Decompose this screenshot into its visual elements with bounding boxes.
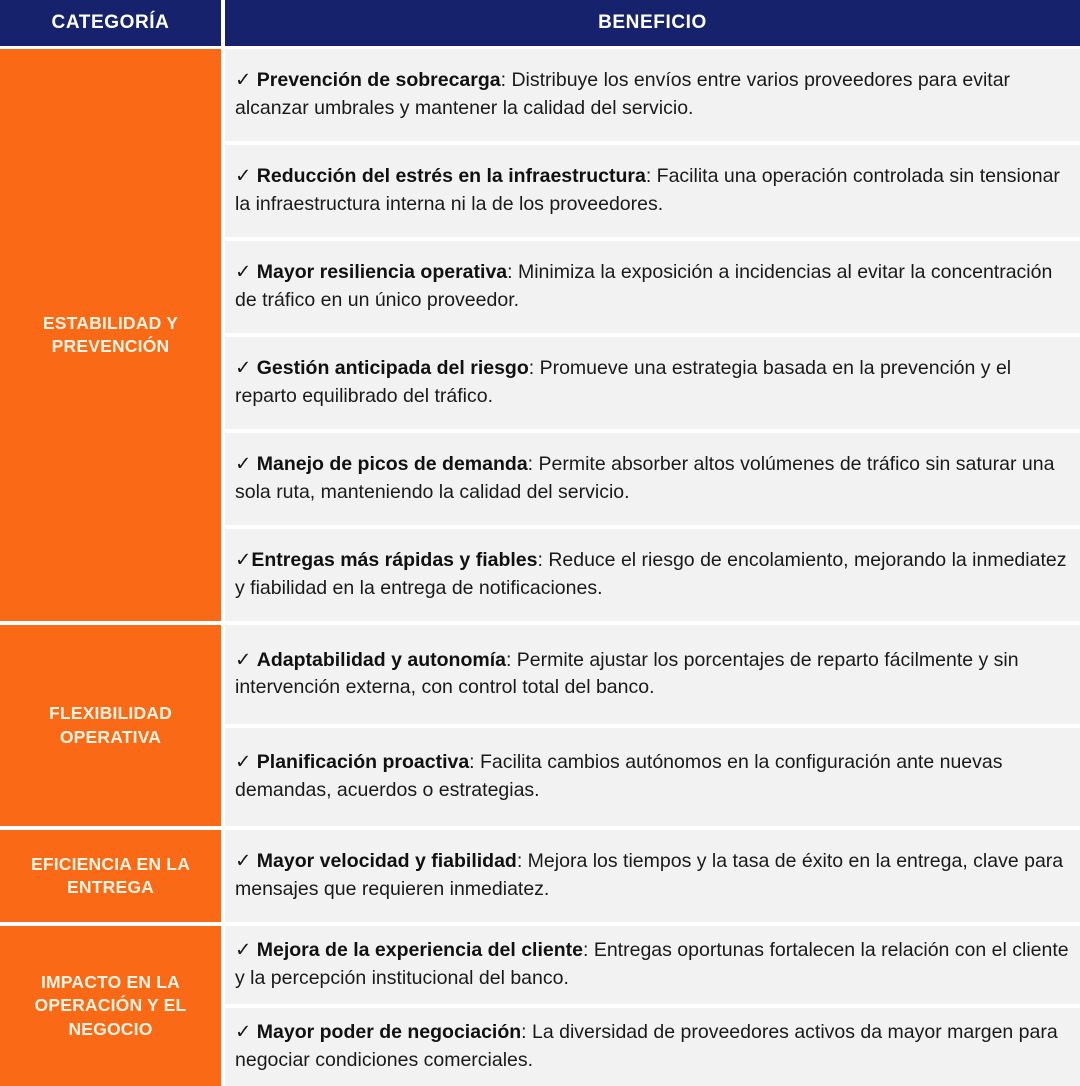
column-header-categoria	[0, 0, 221, 46]
table-header-row	[0, 0, 1080, 46]
table-row	[225, 337, 1080, 429]
category-label: FLEXIBILIDAD OPERATIVA	[49, 703, 172, 747]
table-section	[0, 49, 1080, 621]
check-icon: ✓	[235, 850, 257, 873]
benefit-text	[235, 547, 1070, 602]
table-section	[0, 625, 1080, 826]
benefit-column	[225, 49, 1080, 621]
benefit-description: : Mejora los tiempos y la tasa de éxito en la entrega, clave para mensajes que requieren inmediatez.	[235, 850, 1064, 900]
benefit-title: Mayor poder de negociación	[256, 1021, 522, 1044]
column-header-beneficio-label: BENEFICIO	[598, 12, 707, 33]
table-section	[0, 926, 1080, 1086]
benefit-description: : Facilita cambios autónomos en la configuración ante nuevas demandas, acuerdos o estrategias.	[235, 751, 1003, 801]
benefit-description: : Promueve una estrategia basada en la prevención y el reparto equilibrado del tráfico.	[235, 357, 1012, 407]
benefit-title: Entregas más rápidas y fiables	[251, 549, 538, 572]
check-icon: ✓	[235, 1021, 257, 1044]
benefit-title: Manejo de picos de demanda	[256, 453, 528, 476]
check-icon: ✓	[235, 357, 257, 380]
benefit-text	[235, 259, 1070, 314]
benefit-title: Mayor velocidad y fiabilidad	[256, 850, 517, 873]
benefit-description: : Distribuye los envíos entre varios proveedores para evitar alcanzar umbrales y mantener la calidad del servicio.	[235, 69, 1011, 119]
benefit-title: Mejora de la experiencia del cliente	[256, 939, 583, 962]
check-icon: ✓	[235, 165, 257, 188]
check-icon: ✓	[235, 751, 257, 774]
benefit-description: : Permite ajustar los porcentajes de reparto fácilmente y sin intervención externa, con control total del banco.	[235, 648, 1019, 699]
table-row	[225, 830, 1080, 922]
column-header-categoria-label: CATEGORÍA	[51, 12, 170, 33]
check-icon: ✓	[235, 261, 257, 284]
benefit-column	[225, 625, 1080, 826]
category-cell	[0, 49, 221, 621]
benefit-text	[235, 163, 1070, 218]
benefit-title: Mayor resiliencia operativa	[256, 261, 508, 284]
table-row	[225, 728, 1080, 827]
table-body	[0, 46, 1080, 1086]
benefit-description: : Minimiza la exposición a incidencias al evitar la concentración de tráfico en un único proveedor.	[235, 261, 1053, 311]
category-cell	[0, 830, 221, 922]
benefit-text	[235, 451, 1070, 506]
benefit-title: Reducción del estrés en la infraestructura	[256, 165, 646, 188]
table-row	[225, 49, 1080, 141]
column-header-beneficio	[225, 0, 1080, 46]
table-row	[225, 241, 1080, 333]
table-row	[225, 926, 1080, 1004]
benefit-text	[235, 1019, 1070, 1074]
check-icon: ✓	[235, 549, 252, 572]
benefit-description: : Entregas oportunas fortalecen la relación con el cliente y la percepción institucional del banco.	[235, 939, 1069, 989]
benefit-text	[235, 749, 1070, 804]
benefit-text	[235, 937, 1070, 992]
category-cell	[0, 926, 221, 1086]
benefit-description: : Permite absorber altos volúmenes de tráfico sin saturar una sola ruta, manteniendo la calidad del servicio.	[235, 453, 1055, 503]
table-row	[225, 433, 1080, 525]
table-section	[0, 830, 1080, 922]
benefit-description: : Reduce el riesgo de encolamiento, mejorando la inmediatez y fiabilidad en la entrega de notificaciones.	[235, 549, 1067, 599]
check-icon: ✓	[235, 939, 257, 962]
benefit-title: Adaptabilidad y autonomía	[256, 648, 506, 671]
benefit-text	[235, 67, 1070, 122]
benefit-title: Gestión anticipada del riesgo	[256, 357, 529, 380]
benefit-column	[225, 830, 1080, 922]
table-row	[225, 625, 1080, 724]
check-icon: ✓	[235, 453, 257, 476]
category-label: ESTABILIDAD Y PREVENCIÓN	[42, 312, 179, 356]
benefit-column	[225, 926, 1080, 1086]
check-icon: ✓	[235, 69, 257, 92]
benefit-description: : Facilita una operación controlada sin tensionar la infraestructura interna ni la de los proveedores.	[235, 165, 1060, 215]
category-cell	[0, 625, 221, 826]
table-row	[225, 1008, 1080, 1086]
benefit-text	[235, 647, 1070, 702]
table-row	[225, 529, 1080, 621]
category-label: IMPACTO EN LA OPERACIÓN Y EL NEGOCIO	[34, 972, 187, 1039]
benefit-text	[235, 848, 1070, 903]
benefit-title: Planificación proactiva	[256, 751, 470, 774]
table-row	[225, 145, 1080, 237]
benefit-description: : La diversidad de proveedores activos da mayor margen para negociar condiciones comerciales.	[235, 1021, 1058, 1071]
benefit-text	[235, 355, 1070, 410]
category-label: EFICIENCIA EN LA ENTREGA	[30, 853, 191, 897]
benefit-title: Prevención de sobrecarga	[256, 69, 501, 92]
check-icon: ✓	[235, 648, 257, 671]
